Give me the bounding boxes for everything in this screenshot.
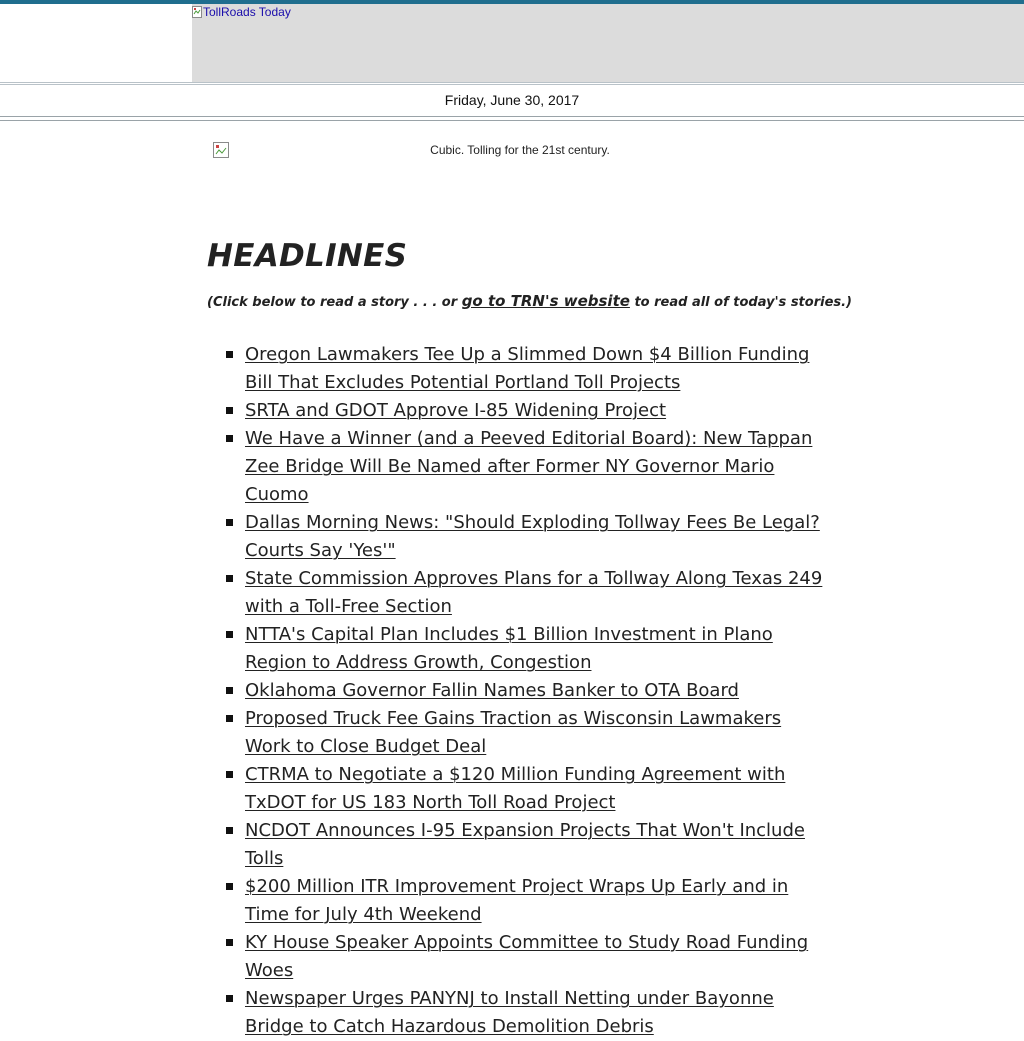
headline-link[interactable]: KY House Speaker Appoints Committee to Study Road Funding Woes [245,932,809,981]
headline-item [245,425,825,509]
headline-item [245,817,825,873]
banner-alt-text: TollRoads Today [203,5,291,19]
headline-link[interactable]: Proposed Truck Fee Gains Traction as Wisconsin Lawmakers Work to Close Budget Deal [245,708,782,757]
trn-website-link[interactable]: go to TRN's website [461,292,630,310]
date-rule-top [0,116,1024,117]
headline-item [245,509,825,565]
headline-link[interactable]: Oklahoma Governor Fallin Names Banker to OTA Board [245,680,739,701]
sponsor-ad-alt-text: Cubic. Tolling for the 21st century. [430,143,610,157]
header-rule-bottom [0,84,1024,85]
intro-text-after: to read all of today's stories.) [629,295,853,310]
headline-link[interactable]: We Have a Winner (and a Peeved Editorial Board): New Tappan Zee Bridge Will Be Named after Former NY Governor Mario Cuomo [245,428,813,505]
headlines-title: HEADLINES [207,238,408,274]
headlines-intro [207,292,852,310]
headline-link[interactable]: Oregon Lawmakers Tee Up a Slimmed Down $4 Billion Funding Bill That Excludes Potential Portland Toll Projects [245,344,810,393]
headline-list [245,341,825,1041]
headline-item [245,705,825,761]
headline-link[interactable]: NTTA's Capital Plan Includes $1 Billion Investment in Plano Region to Address Growth, Congestion [245,624,773,673]
headline-item [245,397,825,425]
headline-link[interactable]: SRTA and GDOT Approve I-85 Widening Project [245,400,667,421]
tollroads-today-banner-link[interactable] [192,5,291,19]
headline-link[interactable]: State Commission Approves Plans for a Tollway Along Texas 249 with a Toll-Free Section [245,568,823,617]
header-left-spacer [0,4,192,82]
headline-item [245,873,825,929]
headline-item [245,761,825,817]
intro-text-before: (Click below to read a story . . . or [207,295,462,310]
headline-item [245,565,825,621]
headline-link[interactable]: NCDOT Announces I-95 Expansion Projects That Won't Include Tolls [245,820,805,869]
headline-item [245,985,825,1041]
headline-item [245,621,825,677]
headline-link[interactable]: CTRMA to Negotiate a $120 Million Funding Agreement with TxDOT for US 183 North Toll Road Project [245,764,786,813]
headline-item [245,929,825,985]
headline-item [245,341,825,397]
headline-item [245,677,825,705]
header-rule-top [0,82,1024,83]
issue-date: Friday, June 30, 2017 [444,92,580,108]
sponsor-ad[interactable] [213,142,813,162]
broken-image-icon [192,6,202,18]
headline-link[interactable]: Dallas Morning News: "Should Exploding Tollway Fees Be Legal? Courts Say 'Yes'" [245,512,820,561]
header-banner [192,4,1024,82]
date-rule-bottom [0,120,1024,121]
headline-link[interactable]: Newspaper Urges PANYNJ to Install Netting under Bayonne Bridge to Catch Hazardous Demolition Debris [245,988,774,1037]
headline-link[interactable]: $200 Million ITR Improvement Project Wraps Up Early and in Time for July 4th Weekend [245,876,789,925]
